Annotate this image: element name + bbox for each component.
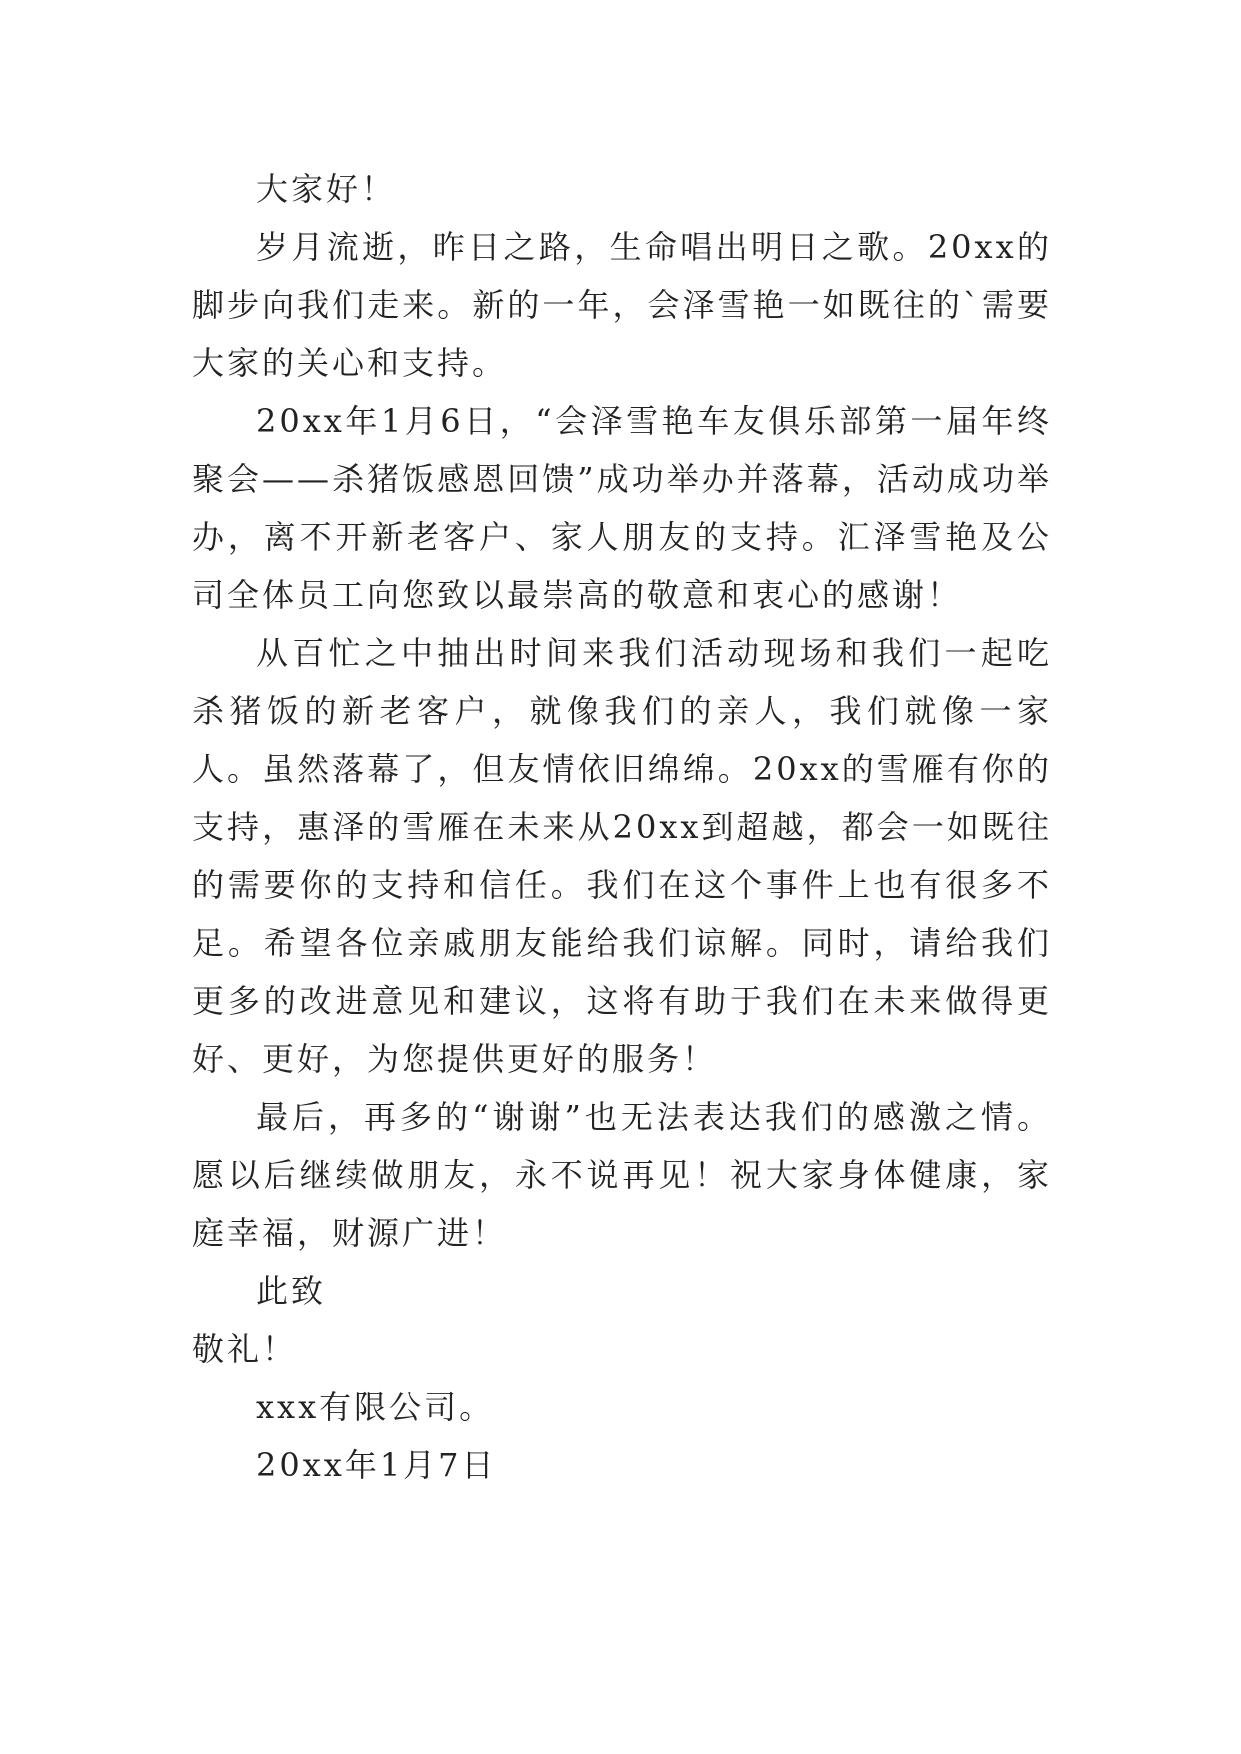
letter-paragraph: 最后，再多的“谢谢”也无法表达我们的感激之情。愿以后继续做朋友，永不说再见！祝大家身体健康，家庭幸福，财源广进！ <box>192 1098 1052 1252</box>
letter-paragraph: 岁月流逝，昨日之路，生命唱出明日之歌。20xx的脚步向我们走来。新的一年，会泽雪艳一如既往的`需要大家的关心和支持。 <box>192 228 1052 382</box>
letter-paragraph: 从百忙之中抽出时间来我们活动现场和我们一起吃杀猪饭的新老客户，就像我们的亲人，我们就像一家人。虽然落幕了，但友情依旧绵绵。20xx的雪雁有你的支持，惠泽的雪雁在未来从20xx到超越，都会一如既往的需要你的支持和信任。我们在这个事件上也有很多不足。希望各位亲戚朋友能给我们谅解。同时，请给我们更多的改进意见和建议，这将有助于我们在未来做得更好、更好，为您提供更好的服务！ <box>192 634 1052 1078</box>
letter-closing-cizhi: 此致 <box>256 1272 327 1310</box>
letter-greeting: 大家好！ <box>256 170 397 208</box>
letter-paragraph: 20xx年1月6日，“会泽雪艳车友俱乐部第一届年终聚会——杀猪饭感恩回馈”成功举办并落幕，活动成功举办，离不开新老客户、家人朋友的支持。汇泽雪艳及公司全体员工向您致以最崇高的敬意和衷心的感谢！ <box>192 402 1052 614</box>
letter-body <box>192 160 1052 1494</box>
letter-closing-jingli: 敬礼！ <box>192 1330 298 1368</box>
letter-date: 20xx年1月7日 <box>256 1446 497 1484</box>
letter-signature: xxx有限公司。 <box>256 1388 495 1426</box>
